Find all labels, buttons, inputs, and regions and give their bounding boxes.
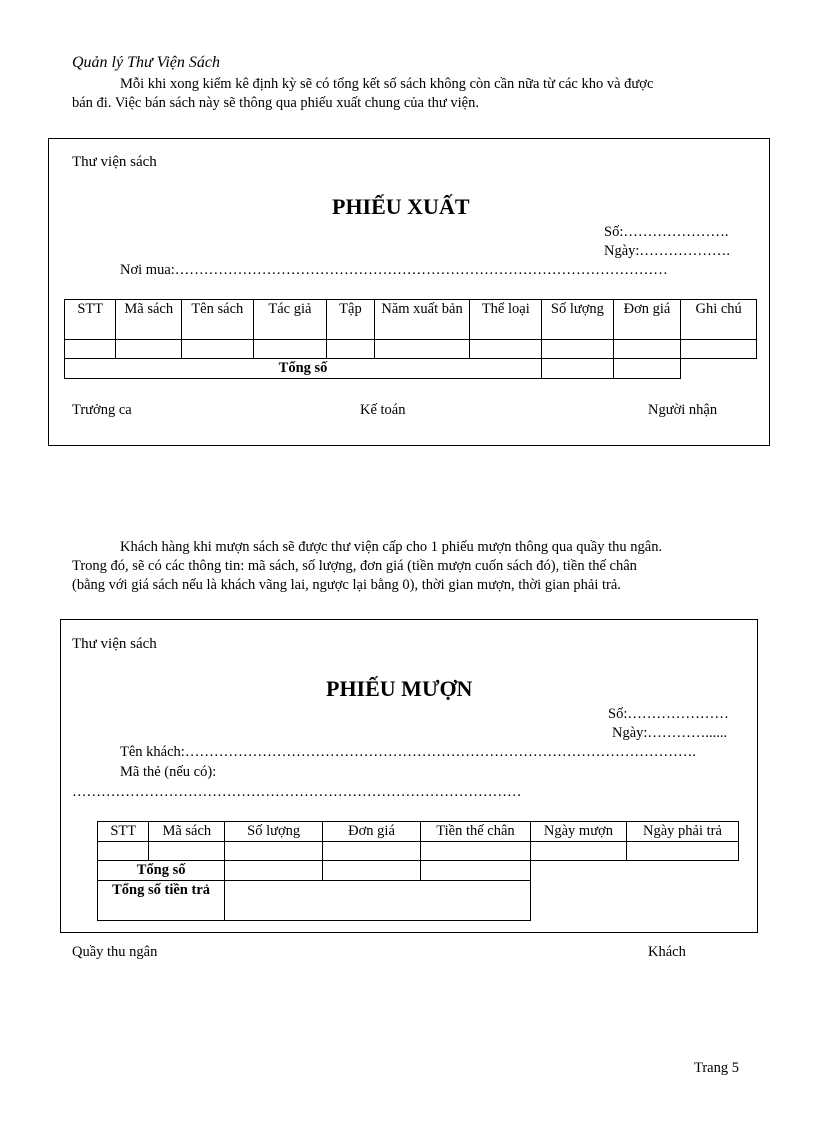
borrow-paragraph	[72, 538, 744, 595]
sig-receiver: Người nhận	[648, 402, 718, 418]
col-header: Tiền thế chân	[420, 822, 530, 842]
col-header: STT	[65, 300, 116, 340]
col-header: Tập	[327, 300, 374, 340]
borrow-line-2: Trong đó, sẽ có các thông tin: mã sách, số lượng, đơn giá (tiền mượn cuốn sách đó), tiền thế chân	[72, 558, 637, 574]
total-row	[98, 861, 739, 881]
form1-library: Thư viện sách	[72, 154, 157, 170]
borrow-table	[97, 821, 739, 921]
form2-date: Ngày:…………......	[612, 725, 728, 741]
col-header: Ghi chú	[681, 300, 757, 340]
form2-customer-name: Tên khách:…………………………………………………………………………………………….	[120, 744, 696, 760]
col-header: Mã sách	[149, 822, 225, 842]
col-header: Tên sách	[182, 300, 254, 340]
form2-title: PHIẾU MƯỢN	[326, 676, 473, 701]
col-header: Ngày mượn	[531, 822, 627, 842]
export-form	[48, 138, 770, 446]
sig-customer: Khách	[648, 944, 686, 960]
table-header-row	[65, 300, 757, 340]
col-header: Năm xuất bản	[374, 300, 470, 340]
sig-shift-leader: Trưởng ca	[72, 402, 132, 418]
borrow-line-3: (bằng với giá sách nếu là khách vãng lai, ngược lại bằng 0), thời gian mượn, thời gian phải trả.	[72, 577, 621, 593]
sig-accountant: Kế toán	[360, 402, 406, 418]
col-header: Thể loại	[470, 300, 542, 340]
form1-date: Ngày:……………….	[604, 243, 731, 259]
total-label: Tổng số	[98, 861, 225, 881]
form1-buyer: Nơi mua:…………………………………………………………………………………………	[120, 262, 668, 278]
col-header: STT	[98, 822, 149, 842]
col-header: Số lượng	[542, 300, 614, 340]
form1-title: PHIẾU XUẤT	[332, 194, 470, 219]
col-header: Tác giả	[253, 300, 327, 340]
intro-paragraph	[72, 75, 744, 113]
total-money-label: Tổng số tiền trả	[98, 881, 225, 921]
col-header: Đơn giá	[323, 822, 421, 842]
col-header: Số lượng	[225, 822, 323, 842]
table-row	[98, 842, 739, 861]
total-label: Tổng số	[65, 359, 542, 379]
col-header: Mã sách	[116, 300, 182, 340]
export-table	[64, 299, 757, 379]
form1-number: Số:………………….	[604, 224, 729, 240]
borrow-line-1: Khách hàng khi mượn sách sẽ được thư viện cấp cho 1 phiếu mượn thông qua quầy thu ngân.	[120, 539, 663, 555]
intro-line-2: bán đi. Việc bán sách này sẽ thông qua phiếu xuất chung của thư viện.	[72, 95, 479, 111]
total-row	[65, 359, 757, 379]
total-money-row	[98, 881, 739, 921]
col-header: Ngày phải trả	[626, 822, 738, 842]
intro-line-1: Mỗi khi xong kiểm kê định kỳ sẽ có tổng kết số sách không còn cần nữa từ các kho và được	[120, 76, 654, 92]
page-heading: Quản lý Thư Viện Sách	[72, 54, 220, 71]
form2-dots-line: …………………………………………………………………………………	[72, 784, 522, 800]
table-row	[65, 340, 757, 359]
form2-number: Số:…………………	[608, 706, 729, 722]
form2-library: Thư viện sách	[72, 636, 157, 652]
sig-cashier: Quầy thu ngân	[72, 944, 158, 960]
page-number: Trang 5	[694, 1060, 739, 1076]
table-header-row	[98, 822, 739, 842]
form2-card-id: Mã thẻ (nếu có):	[120, 764, 217, 780]
col-header: Đơn giá	[613, 300, 681, 340]
